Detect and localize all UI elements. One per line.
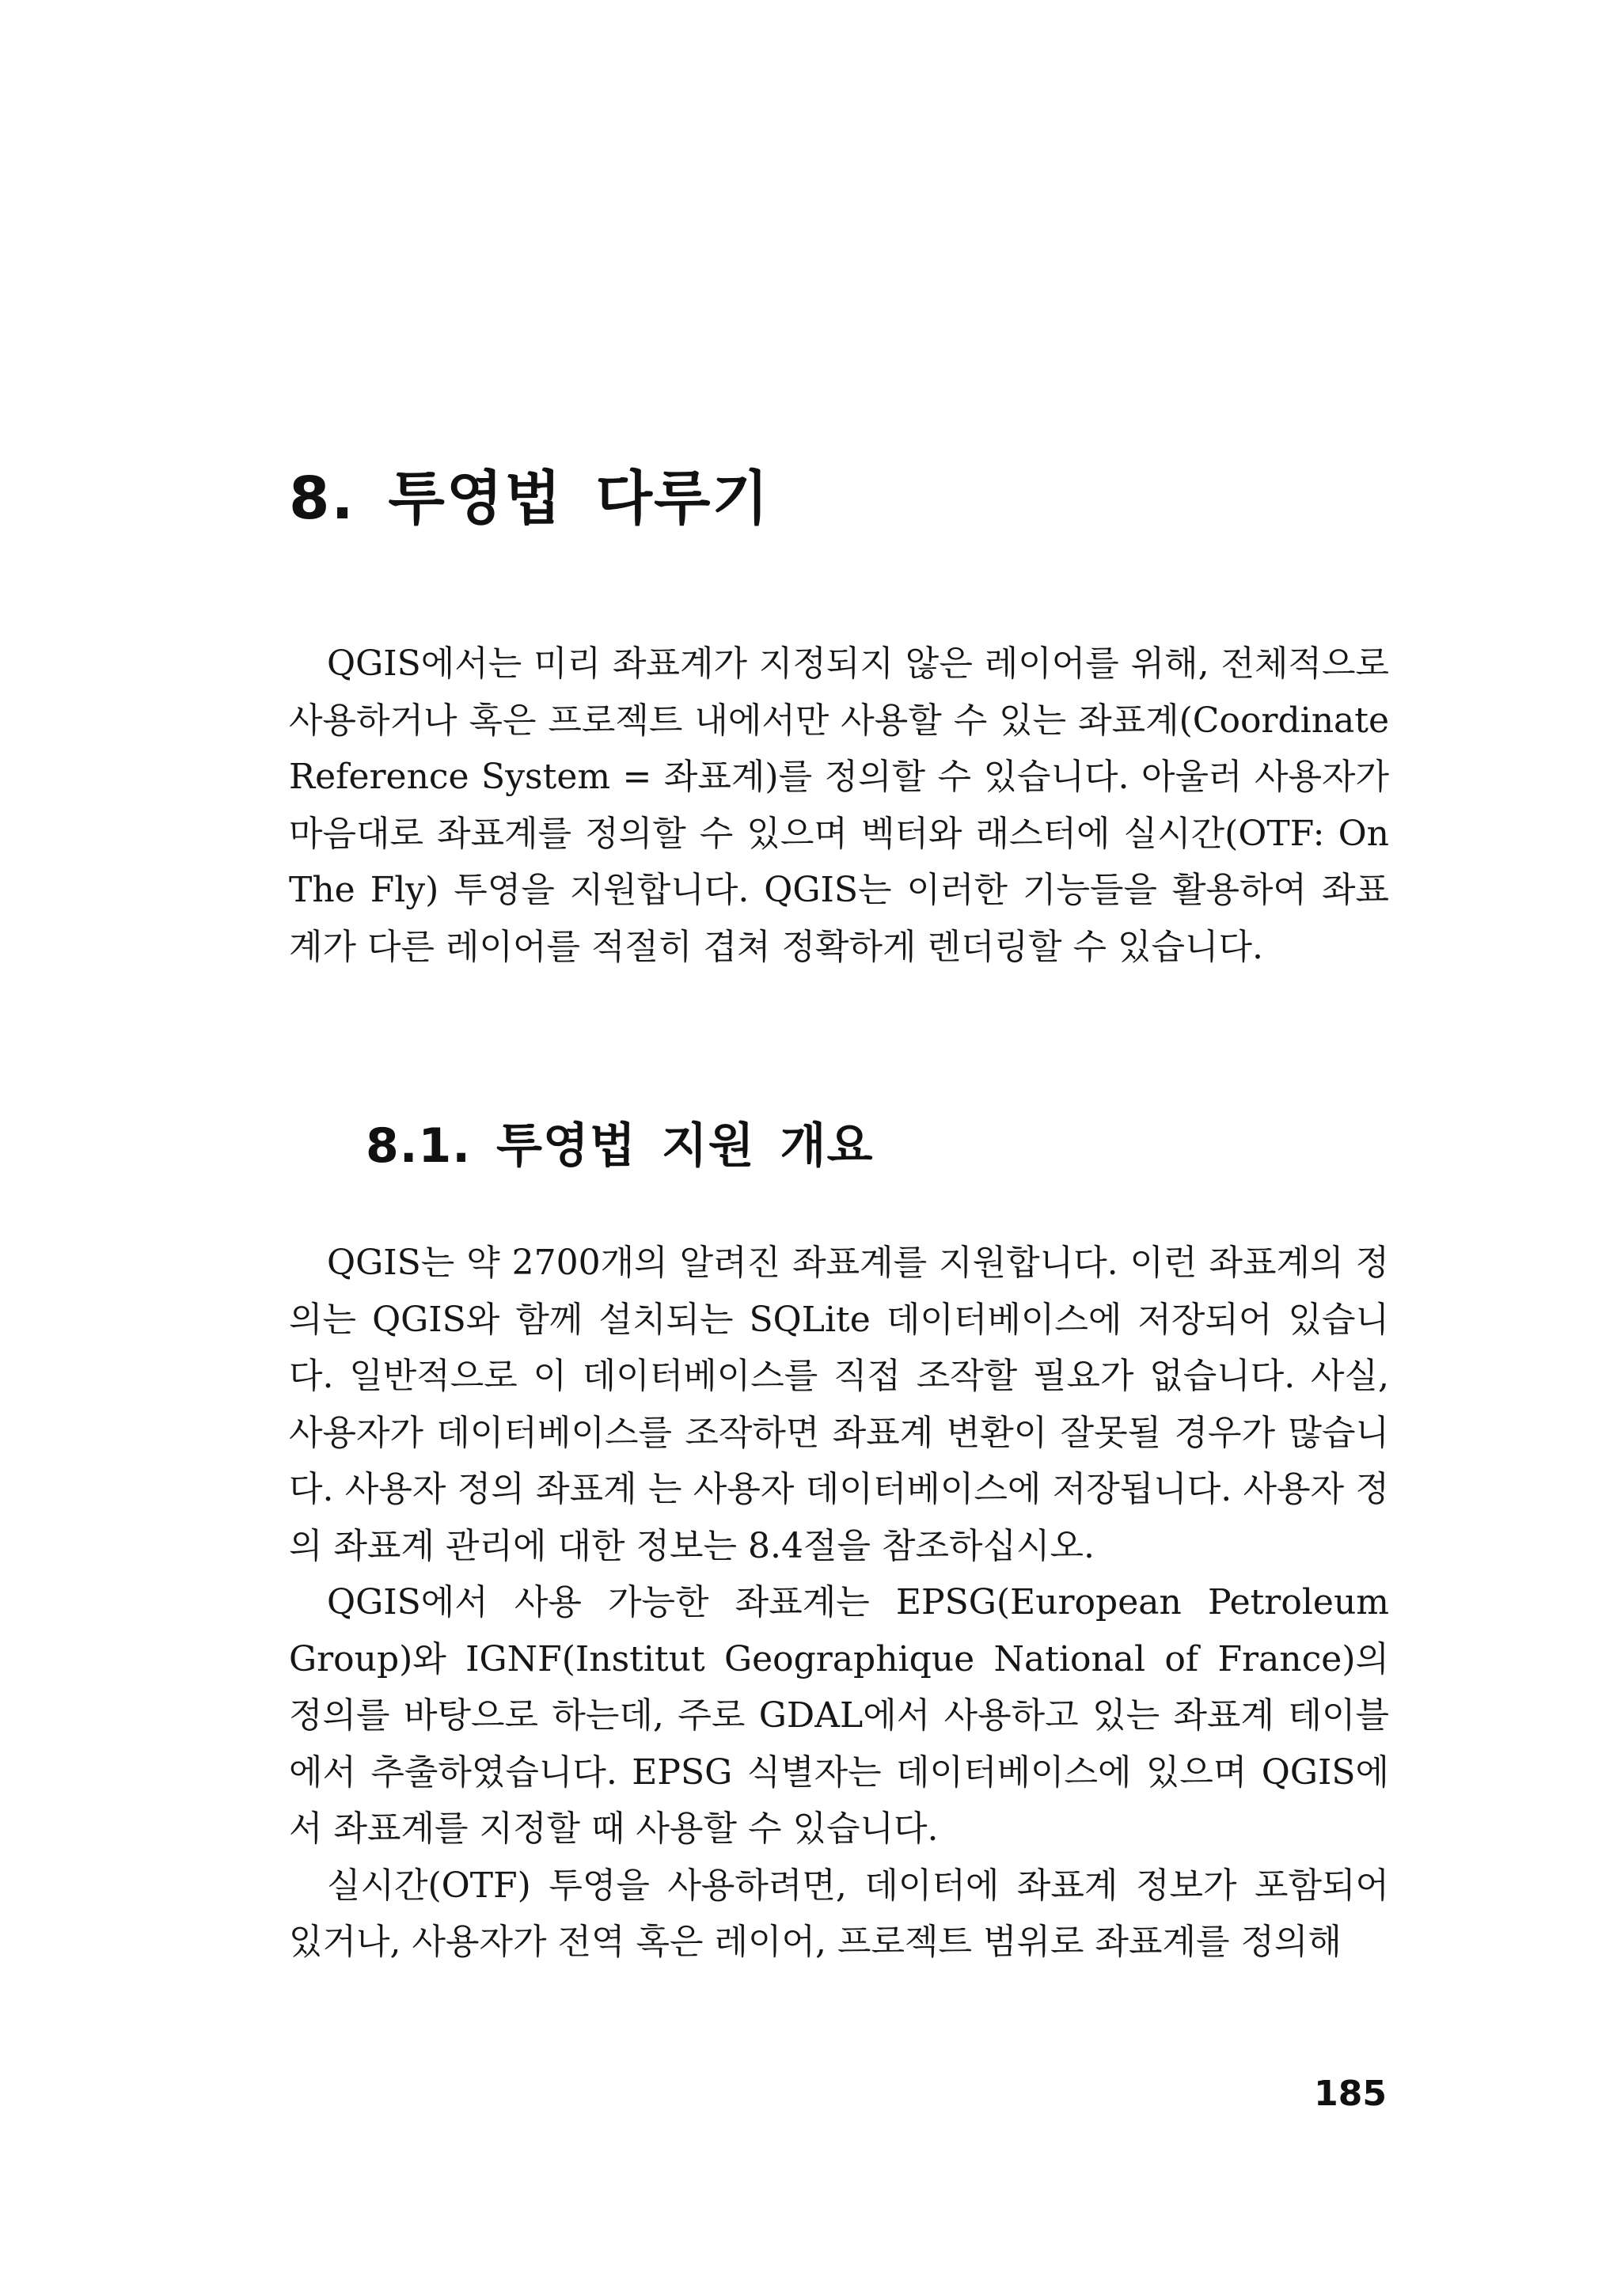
section-title: 8.1. 투영법 지원 개요	[366, 1118, 874, 1174]
section-paragraph-2: QGIS에서 사용 가능한 좌표계는 EPSG(European Petroleum Group)와 IGNF(Institut Geographique National of France)의 정의를 바탕으로 하는데, 주로 GDAL에서 사용하고 있는 좌표계 테이블에서 추출하였습니다. EPSG 식별자는 데이터베이스에 있으며 QGIS에서 좌표계를 지정할 때 사용할 수 있습니다.	[289, 1582, 1389, 1849]
intro-text	[289, 636, 1389, 975]
intro-paragraph-1: QGIS에서는 미리 좌표계가 지정되지 않은 레이어를 위해, 전체적으로 사용하거나 혹은 프로젝트 내에서만 사용할 수 있는 좌표계(Coordinate Reference System = 좌표계)를 정의할 수 있습니다. 아울러 사용자가 마음대로 좌표계를 정의할 수 있으며 벡터와 래스터에 실시간(OTF: On The Fly) 투영을 지원합니다. QGIS는 이러한 기능들을 활용하여 좌표계가 다른 레이어를 적절히 겹쳐 정확하게 렌더링할 수 있습니다.	[289, 643, 1389, 967]
page-number: 185	[1314, 2074, 1387, 2114]
chapter-title: 8. 투영법 다루기	[289, 465, 771, 533]
section-paragraph-1: QGIS는 약 2700개의 알려진 좌표계를 지원합니다. 이런 좌표계의 정의는 QGIS와 함께 설치되는 SQLite 데이터베이스에 저장되어 있습니다. 일반적으로 이 데이터베이스를 직접 조작할 필요가 없습니다. 사실, 사용자가 데이터베이스를 조작하면 좌표계 변환이 잘못될 경우가 많습니다. 사용자 정의 좌표계 는 사용자 데이터베이스에 저장됩니다. 사용자 정의 좌표계 관리에 대한 정보는 8.4절을 참조하십시오.	[289, 1243, 1389, 1566]
section-paragraph-3: 실시간(OTF) 투영을 사용하려면, 데이터에 좌표계 정보가 포함되어 있거나, 사용자가 전역 혹은 레이어, 프로젝트 범위로 좌표계를 정의해	[289, 1865, 1389, 1962]
section-text	[289, 1235, 1389, 1971]
